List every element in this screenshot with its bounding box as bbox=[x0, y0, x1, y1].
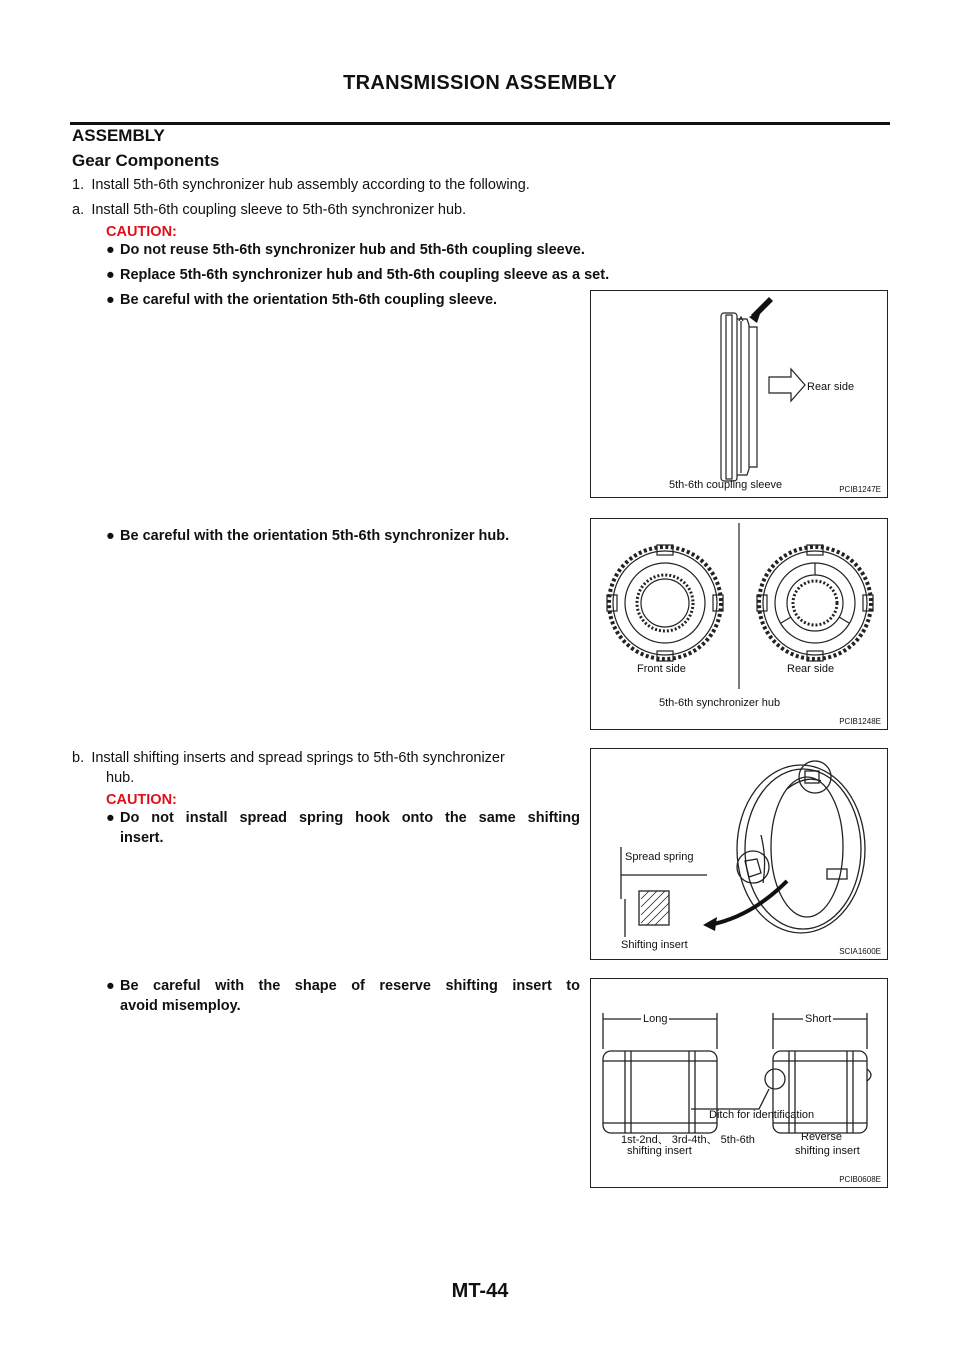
label-reverse-line-1: Reverse bbox=[801, 1131, 842, 1143]
bullet-dot: ● bbox=[106, 810, 115, 826]
section-heading: ASSEMBLY bbox=[72, 126, 165, 145]
label-front-side: Front side bbox=[637, 663, 686, 675]
bullet-dot: ● bbox=[106, 528, 115, 544]
bullet-text-line-1: Do not install spread spring hook onto the same shifting bbox=[120, 810, 580, 826]
caution-bullet bbox=[106, 290, 498, 310]
bullet-text: Be careful with the orientation 5th-6th synchronizer hub. bbox=[120, 528, 510, 544]
caution-bullet bbox=[106, 976, 580, 1016]
caution-bullet bbox=[106, 526, 510, 546]
label-long: Long bbox=[643, 1013, 668, 1025]
bullet-dot: ● bbox=[106, 267, 115, 283]
section-subheading: Gear Components bbox=[72, 151, 220, 170]
figure-spread-spring bbox=[590, 748, 888, 960]
page-number: MT-44 bbox=[451, 1280, 509, 1302]
label-inserts-line-1: 1st-2nd、 3rd-4th、 5th-6th bbox=[621, 1134, 755, 1146]
title-rule bbox=[70, 122, 890, 125]
figure-code: PCIB1247E bbox=[839, 485, 881, 494]
step-b-line-1: b. Install shifting inserts and spread springs to 5th-6th synchronizer bbox=[72, 750, 505, 766]
label-synchronizer-hub: 5th-6th synchronizer hub bbox=[659, 697, 781, 709]
label-rear-side: Rear side bbox=[807, 381, 855, 393]
figure-coupling-sleeve bbox=[590, 290, 888, 498]
bullet-dot: ● bbox=[106, 242, 115, 258]
figure-code: PCIB0608E bbox=[839, 1175, 881, 1184]
coupling-sleeve-drawing bbox=[591, 291, 889, 499]
caution-label: CAUTION: bbox=[106, 792, 177, 808]
shifting-inserts-drawing bbox=[591, 979, 889, 1189]
figure-shifting-inserts bbox=[590, 978, 888, 1188]
bullet-text-line-1: Be careful with the shape of reserve shifting insert to bbox=[120, 978, 580, 994]
label-shifting-insert: Shifting insert bbox=[621, 939, 688, 951]
label-short: Short bbox=[805, 1013, 832, 1025]
figure-synchronizer-hub bbox=[590, 518, 888, 730]
step-a: a. Install 5th-6th coupling sleeve to 5th-6th synchronizer hub. bbox=[72, 202, 467, 218]
bullet-dot: ● bbox=[106, 292, 115, 308]
label-coupling-sleeve: 5th-6th coupling sleeve bbox=[669, 479, 783, 491]
caution-bullet bbox=[106, 265, 610, 285]
caution-bullet bbox=[106, 240, 585, 260]
label-spread-spring: Spread spring bbox=[625, 851, 694, 863]
bullet-text: Do not reuse 5th-6th synchronizer hub and 5th-6th coupling sleeve. bbox=[120, 242, 585, 258]
bullet-text-line-2: insert. bbox=[120, 830, 164, 846]
label-inserts-line-2: shifting insert bbox=[627, 1145, 692, 1157]
caution-label: CAUTION: bbox=[106, 224, 177, 240]
bullet-text: Be careful with the orientation 5th-6th coupling sleeve. bbox=[120, 292, 498, 308]
figure-code: SCIA1600E bbox=[839, 947, 881, 956]
label-reverse-line-2: shifting insert bbox=[795, 1145, 860, 1157]
label-ditch: Ditch for identification bbox=[709, 1109, 815, 1121]
bullet-text: Replace 5th-6th synchronizer hub and 5th-6th coupling sleeve as a set. bbox=[120, 267, 610, 283]
bullet-text-line-2: avoid misemploy. bbox=[120, 998, 241, 1014]
label-rear-side: Rear side bbox=[787, 663, 835, 675]
figure-code: PCIB1248E bbox=[839, 717, 881, 726]
step-1: 1. Install 5th-6th synchronizer hub assembly according to the following. bbox=[72, 177, 530, 193]
page-title: TRANSMISSION ASSEMBLY bbox=[343, 72, 617, 94]
step-b-line-2: hub. bbox=[106, 770, 135, 786]
bullet-dot: ● bbox=[106, 978, 115, 994]
caution-bullet bbox=[106, 808, 580, 848]
